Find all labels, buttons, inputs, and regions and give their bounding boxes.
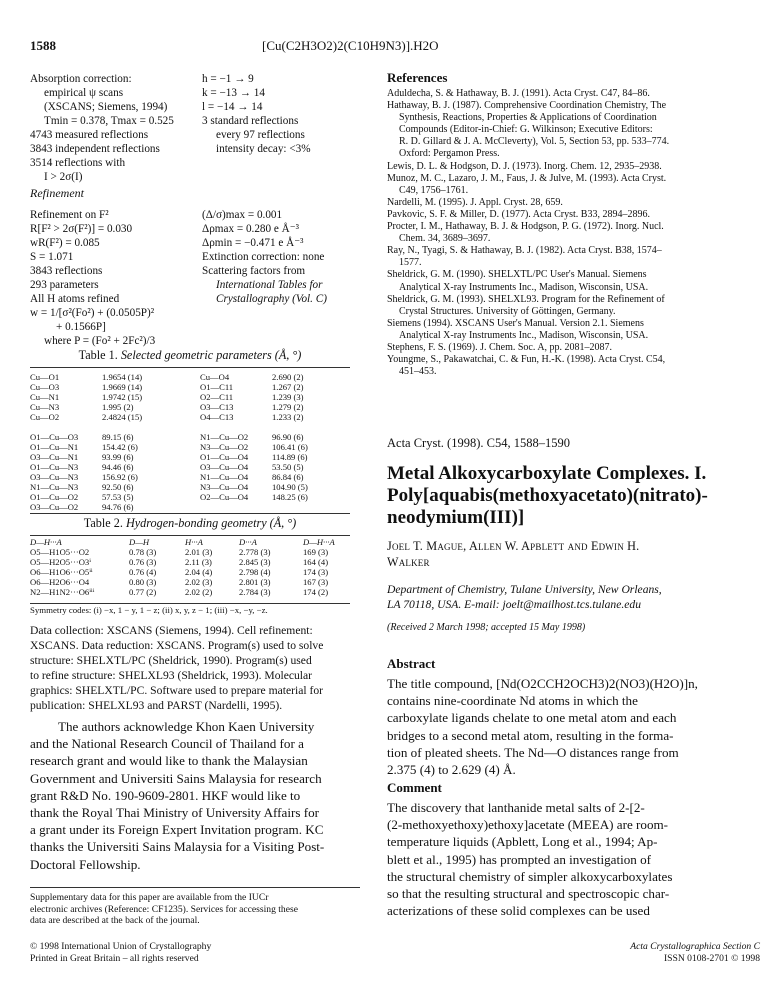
column-header: D···A [239,537,257,547]
table2-top-rule [30,535,350,536]
param-label: O3—Cu—O2 [30,502,79,512]
table-cell: 0.78 (3) [129,547,157,557]
param-label: O1—Cu—O3 [30,432,79,442]
table-cell: O5—H1O5···O2 [30,547,90,557]
dc-line: publication: SHELXL93 and PARST (Nardelli, 1995). [30,699,283,712]
param-value: 2.690 (2) [272,372,304,382]
ack-line: Doctoral Fellowship. [30,856,141,872]
table-cell: 174 (3) [303,567,329,577]
comment-line: (2-methoxyethoxy)ethoxy]acetate (MEEA) are room- [387,817,669,833]
param-value: 1.267 (2) [272,382,304,392]
ref-line: + 0.1566P] [56,321,106,333]
table-cell: 0.80 (3) [129,577,157,587]
table-row [30,372,152,382]
param-value: 1.239 (3) [272,392,304,402]
table-cell: 2.784 (3) [239,587,271,597]
param-label: O1—Cu—O4 [200,452,249,462]
ack-line: a grant under its Foreign Expert Invitation program. KC [30,822,324,838]
affil-line: Department of Chemistry, Tulane University, New Orleans, [387,583,662,596]
comment-line: temperature liquids (Apblett, Long et al., 1994; Ap- [387,834,658,850]
affil-line: LA 70118, USA. E-mail: joelt@mailhost.tcs.tulane.edu [387,598,642,611]
exp-line: 3514 reflections with [30,157,126,169]
ack-line: research grant and would like to thank the Malaysian [30,753,308,769]
table-row [30,412,152,422]
param-value: 57.53 (5) [102,492,134,502]
comment-line: The discovery that lanthanide metal salts of 2-[2- [387,800,645,815]
table-row [30,547,362,557]
ref-line: S = 1.071 [30,251,74,263]
comment-heading: Comment [387,780,442,795]
table-row [30,567,362,577]
footer-line: Acta Crystallographica Section C [630,941,760,952]
reference-line: Analytical X-ray Instruments Inc., Madison, Wisconsin, USA. [399,329,649,341]
param-label: O3—Cu—N1 [30,452,79,462]
table-row [200,412,314,422]
table1-angles-left [30,432,148,512]
ref-line: Crystallography (Vol. C) [216,293,327,305]
supplementary-note [30,892,360,927]
reference-line: Analytical X-ray Instruments Inc., Madison, Wisconsin, USA. [399,281,649,293]
dc-line: XSCANS. Data reduction: XSCANS. Program(s) used to solve [30,639,324,652]
reference-line: Pavkovic, S. F. & Miller, D. (1977). Acta Cryst. B33, 2894–2896. [387,208,650,220]
affiliation [387,582,767,612]
abstract-line: carboxylate ligands chelate to one metal atom and each [387,710,677,726]
exp-line: h = −1 → 9 [202,73,254,85]
param-label: O1—C11 [200,382,234,392]
abstract-line: contains nine-coordinate Nd atoms in which the [387,693,638,709]
table-row [30,492,148,502]
table1-bonds-right [200,372,314,422]
article-title [387,463,767,529]
param-value: 96.90 (6) [272,432,304,442]
param-value: 106.41 (6) [272,442,308,452]
ack-line: thanks the Universiti Sains Malaysia for a Visiting Post- [30,839,325,855]
refinement-right-block [202,208,352,306]
param-value: 1.9654 (14) [102,372,143,382]
table-cell: 164 (4) [303,557,329,567]
reference-line: Siemens (1994). XSCANS User's Manual. Version 2.1. Siemens [387,317,644,329]
footer-line: Printed in Great Britain – all rights reserved [30,952,199,964]
param-label: O4—C13 [200,412,234,422]
ref-line: R[F² > 2σ(F²)] = 0.030 [30,223,133,235]
ref-line: Extinction correction: none [202,251,325,263]
param-value: 114.89 (6) [272,452,308,462]
comment-text [387,799,762,919]
running-title: [Cu(C2H3O2)2(C10H9N3)].H2O [262,38,439,53]
table-cell: 169 (3) [303,547,329,557]
table1-top-rule [30,367,350,368]
param-label: N1—Cu—O2 [200,432,249,442]
reference-line: Munoz, M. C., Lazaro, J. M., Faus, J. & Julve, M. (1993). Acta Cryst. [387,172,667,184]
table-row [200,472,318,482]
exp-line: every 97 reflections [216,129,305,141]
reference-line: Oxford: Pergamon Press. [399,148,500,160]
table-row [200,492,318,502]
param-value: 104.90 (5) [272,482,308,492]
column-header: D—H···A [30,537,62,547]
param-label: Cu—O3 [30,382,60,392]
ref-line: Refinement on F² [30,209,109,221]
table-cell: 2.02 (3) [185,577,213,587]
param-value: 1.995 (2) [102,402,134,412]
copyright-footer [30,941,360,964]
ref-line: w = 1/[σ²(Fo²) + (0.0505P)² [30,307,155,319]
supp-line: Supplementary data for this paper are available from the IUCr [30,892,269,903]
symmetry-codes: Symmetry codes: (i) −x, 1 − y, 1 − z; (ii) x, y, z − 1; (iii) −x, −y, −z. [30,605,268,615]
ref-line: (Δ/σ)max = 0.001 [202,209,283,221]
ack-line: thank the Royal Thai Ministry of University Affairs for [30,805,319,821]
absorption-block [30,72,200,184]
dc-line: Data collection: XSCANS (Siemens, 1994). Cell refinement: [30,624,313,637]
param-label: O1—Cu—O2 [30,492,79,502]
table2-bottom-rule [30,603,350,604]
exp-line: Tmin = 0.378, Tmax = 0.525 [44,115,174,127]
table-cell: 2.778 (3) [239,547,271,557]
param-label: Cu—N1 [30,392,60,402]
table2-caption [30,516,350,531]
table1-label: Table 1. [78,348,118,362]
reference-line: Compounds (Editor-in-Chief: G. Wilkinson; Executive Editors: [399,124,653,136]
table-row [30,402,152,412]
ref-line: 293 parameters [30,279,99,291]
abstract-line: The title compound, [Nd(O2CCH2OCH3)2(NO3)(H2O)]n, [387,676,698,691]
reference-line: Sheldrick, G. M. (1993). SHELXL93. Program for the Refinement of [387,293,665,305]
param-value: 53.50 (5) [272,462,304,472]
param-value: 1.279 (2) [272,402,304,412]
param-value: 148.25 (6) [272,492,308,502]
exp-line: empirical ψ scans [44,87,124,99]
title-line: neodymium(III)] [387,507,525,528]
reference-line: Stephens, F. S. (1969). J. Chem. Soc. A, pp. 2081–2087. [387,341,613,353]
exp-line: 3 standard reflections [202,115,299,127]
index-range-block [202,72,342,156]
table-cell: 0.76 (3) [129,557,157,567]
param-label: N3—Cu—O4 [200,482,249,492]
journal-footer [560,941,760,964]
exp-line: 3843 independent reflections [30,143,160,155]
article-citation: Acta Cryst. (1998). C54, 1588–1590 [387,436,570,450]
param-label: N1—Cu—O4 [200,472,249,482]
reference-line: Aduldecha, S. & Hathaway, B. J. (1991). Acta Cryst. C47, 84–86. [387,88,650,99]
table-row [30,472,148,482]
param-label: O3—Cu—O4 [200,462,249,472]
supplementary-rule [30,887,360,888]
table-cell: 2.04 (4) [185,567,213,577]
author-line: Joel T. Mague, Allen W. Apblett and Edwin H. [387,539,640,553]
param-label: N1—Cu—N3 [30,482,79,492]
table-row [200,442,318,452]
param-label: Cu—N3 [30,402,60,412]
table-row [30,452,148,462]
param-value: 1.9669 (14) [102,382,143,392]
abstract-text [387,675,762,778]
refinement-left-block [30,208,200,348]
reference-line: Ray, N., Tyagi, S. & Hathaway, B. J. (1982). Acta Cryst. B38, 1574– [387,245,662,257]
param-value: 156.92 (6) [102,472,138,482]
exp-line: I > 2σ(I) [44,171,83,183]
table1-bottom-rule [30,513,350,514]
abstract-line: tion of pleated sheets. The Nd—O distances range from [387,744,679,760]
comment-line: acterizations of these solid complexes can be used [387,903,650,919]
reference-line: 451–453. [399,366,437,378]
comment-line: the structural chemistry of simpler alkoxycarboxylates [387,868,673,884]
reference-line: Chem. 34, 3689–3697. [399,233,491,245]
param-value: 93.99 (6) [102,452,134,462]
reference-line: Crystal Structures. University of Göttingen, Germany. [399,305,616,317]
table-row [200,452,318,462]
param-label: O2—Cu—O4 [200,492,249,502]
param-value: 154.42 (6) [102,442,138,452]
reference-line: Synthesis, Reactions, Properties & Applications of Coordination [399,112,657,124]
dc-line: structure: SHELXTL/PC (Sheldrick, 1990). Program(s) used [30,654,312,667]
exp-line: k = −13 → 14 [202,87,265,99]
ref-line: wR(F²) = 0.085 [30,237,100,249]
table2-title: Hydrogen-bonding geometry (Å, °) [125,516,297,530]
table-header-row [30,537,362,547]
reference-line: Lewis, D. L. & Hodgson, D. J. (1973). Inorg. Chem. 12, 2935–2938. [387,160,662,172]
param-label: N3—Cu—O2 [200,442,249,452]
param-value: 94.46 (6) [102,462,134,472]
table-cell: 0.76 (4) [129,567,157,577]
table-cell: 2.11 (3) [185,557,212,567]
table-row [30,482,148,492]
exp-line: 4743 measured reflections [30,129,149,141]
table1-caption [30,348,350,363]
received-dates: (Received 2 March 1998; accepted 15 May 1998) [387,622,586,633]
references-heading: References [387,70,448,85]
table-row [30,577,362,587]
ack-line: and the National Research Council of Thailand for a [30,736,304,752]
title-line: Poly[aquabis(methoxyacetato)(nitrato)- [387,485,708,506]
table-row [30,587,362,597]
ack-line: The authors acknowledge Khon Kaen University [58,719,315,734]
table-row [30,462,148,472]
table-cell: O6—H2O6···O4 [30,577,90,587]
column-header: D—H···A [303,537,335,547]
footer-line: © 1998 International Union of Crystallography [30,941,212,952]
table1-bonds-left [30,372,152,422]
param-label: Cu—O4 [200,372,230,382]
table-row [30,432,148,442]
acknowledgement-paragraph [30,718,360,873]
abstract-heading: Abstract [387,656,436,671]
ack-line: Government and Universiti Sains Malaysia for research [30,770,322,786]
param-label: Cu—O1 [30,372,60,382]
table-cell: 2.01 (3) [185,547,213,557]
table-cell: N2—H1N2···O6ⁱⁱⁱ [30,587,95,597]
comment-line: blett et al., 1995) has prompted an investigation of [387,851,651,867]
reference-line: Hathaway, B. J. (1987). Comprehensive Coordination Chemistry, The [387,100,667,112]
reference-line: Youngme, S., Pakawatchai, C. & Fun, H.-K. (1998). Acta Cryst. C54, [387,354,666,366]
exp-line: l = −14 → 14 [202,101,263,113]
column-header: H···A [185,537,203,547]
ref-line: All H atoms refined [30,293,120,305]
ref-line: International Tables for [216,279,323,291]
page-number: 1588 [30,38,56,53]
exp-line: Absorption correction: [30,73,132,85]
param-label: O1—Cu—N1 [30,442,79,452]
exp-line: intensity decay: <3% [216,143,311,155]
table-row [200,392,314,402]
exp-line: (XSCANS; Siemens, 1994) [44,101,168,113]
column-header: D—H [129,537,150,547]
dc-line: graphics: SHELXTL/PC. Software used to prepare material for [30,684,323,697]
ref-line: where P = (Fo² + 2Fc²)/3 [44,335,156,347]
table-cell: 2.798 (4) [239,567,271,577]
param-value: 92.50 (6) [102,482,134,492]
param-value: 1.233 (2) [272,412,304,422]
title-line: Metal Alkoxycarboxylate Complexes. I. [387,463,707,484]
table1-angles-right [200,432,318,502]
reference-line: R. D. Gillard & J. A. McCleverty), Vol. 5, Section 53, pp. 533–774. [399,136,670,148]
references-list [387,88,757,378]
table-row [30,557,362,567]
table-cell: O6—H1O6···O5ⁱⁱ [30,567,93,577]
table2-label: Table 2. [83,516,123,530]
table-row [200,372,314,382]
table-cell: O5—H2O5···O3ⁱ [30,557,91,567]
authors [387,538,767,570]
param-label: O1—Cu—N3 [30,462,79,472]
refinement-heading: Refinement [30,186,84,200]
table-cell: 2.845 (3) [239,557,271,567]
footer-line: ISSN 0108-2701 © 1998 [663,952,760,964]
param-value: 86.84 (6) [272,472,304,482]
param-value: 89.15 (6) [102,432,134,442]
data-collection-paragraph [30,623,350,713]
ref-line: Scattering factors from [202,265,306,277]
table-cell: 2.801 (3) [239,577,271,587]
param-value: 94.76 (6) [102,502,134,512]
reference-line: Procter, I. M., Hathaway, B. J. & Hodgson, P. G. (1972). Inorg. Nucl. [387,221,664,233]
param-value: 2.4824 (15) [102,412,143,422]
reference-line: Nardelli, M. (1995). J. Appl. Cryst. 28, 659. [387,196,563,208]
table-row [200,462,318,472]
table-row [200,382,314,392]
supp-line: electronic archives (Reference: CF1235). Services for accessing these [30,903,298,915]
ref-line: 3843 reflections [30,265,103,277]
abstract-line: bridges to a second metal atom, resulting in the forma- [387,727,674,743]
table-row [30,442,148,452]
reference-line: C49, 1756–1761. [399,184,469,196]
table-row [200,482,318,492]
ref-line: Δρmin = −0.471 e Å⁻³ [202,237,304,249]
table-cell: 174 (2) [303,587,329,597]
table-row [200,402,314,412]
ack-line: grant R&D No. 190-9609-2801. HKF would like to [30,787,301,803]
author-line: Walker [387,555,430,569]
comment-line: so that the resulting structural and spectroscopic char- [387,886,670,902]
abstract-line: 2.375 (4) to 2.629 (4) Å. [387,762,516,778]
param-value: 1.9742 (15) [102,392,143,402]
param-label: O2—C11 [200,392,234,402]
table-cell: 0.77 (2) [129,587,157,597]
reference-line: 1577. [399,257,422,269]
ref-line: Δρmax = 0.280 e Å⁻³ [202,223,300,235]
table-row [200,432,318,442]
table-cell: 2.02 (2) [185,587,213,597]
table1-title: Selected geometric parameters (Å, °) [120,348,302,362]
table-row [30,392,152,402]
table-row [30,502,148,512]
param-label: O3—C13 [200,402,234,412]
dc-line: to refine structure: SHELXL93 (Sheldrick, 1993). Molecular [30,669,313,682]
table-row [30,382,152,392]
param-label: O3—Cu—N3 [30,472,79,482]
reference-line: Sheldrick, G. M. (1990). SHELXTL/PC User's Manual. Siemens [387,269,647,281]
supp-line: data are described at the back of the journal. [30,915,200,926]
table2 [30,537,362,597]
table-cell: 167 (3) [303,577,329,587]
param-label: Cu—O2 [30,412,60,422]
